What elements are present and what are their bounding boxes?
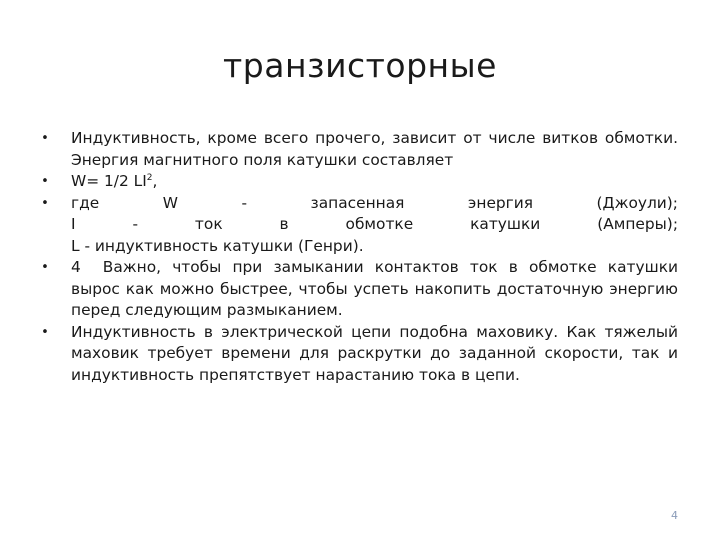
bullet-icon: • [41, 324, 49, 340]
bullet-text: Индуктивность, кроме всего прочего, зависит от числе витков обмотки. Энергия магнитного поля катушки составляет [71, 129, 678, 169]
bullet-icon: • [41, 174, 49, 189]
bullet-text-container [71, 257, 678, 322]
definition-line-inductance: L - индуктивность катушки (Генри). [71, 236, 364, 255]
bullet-item-inductance-turns [38, 128, 678, 171]
definition-line-energy: где W - запасенная энергия (Джоули); [71, 193, 678, 212]
formula-exponent: 2 [146, 172, 153, 183]
bullet-item-flywheel [38, 322, 678, 387]
formula-suffix: , [152, 172, 158, 190]
page-number: 4 [671, 509, 678, 522]
bullet-text: Индуктивность в электрической цепи подобна маховику. Как тяжелый маховик требует времени для раскрутки до заданной скорости, так и индуктивность препятствует нарастанию тока в цепи. [71, 322, 678, 384]
bullet-item-energy-formula [38, 171, 678, 193]
formula-main: W= 1/2 LI [71, 172, 147, 190]
bullet-item-fast-current [38, 257, 678, 322]
bullet-text: Важно, чтобы при замыкании контактов ток в обмотке катушки вырос как можно быстрее, чтобы успеть накопить достаточную энергию перед следующим размыканием. [71, 258, 678, 319]
bullet-item-definitions [38, 193, 678, 258]
formula-text [71, 172, 157, 190]
bullet-number: 4 [71, 258, 81, 276]
slide-title: транзисторные [223, 46, 497, 85]
bullet-icon: • [41, 195, 49, 211]
definition-line-current: I - ток в обмотке катушки (Амперы); [71, 215, 678, 233]
bullet-icon: • [41, 131, 49, 146]
bullet-list [38, 128, 678, 386]
bullet-icon: • [41, 260, 49, 275]
